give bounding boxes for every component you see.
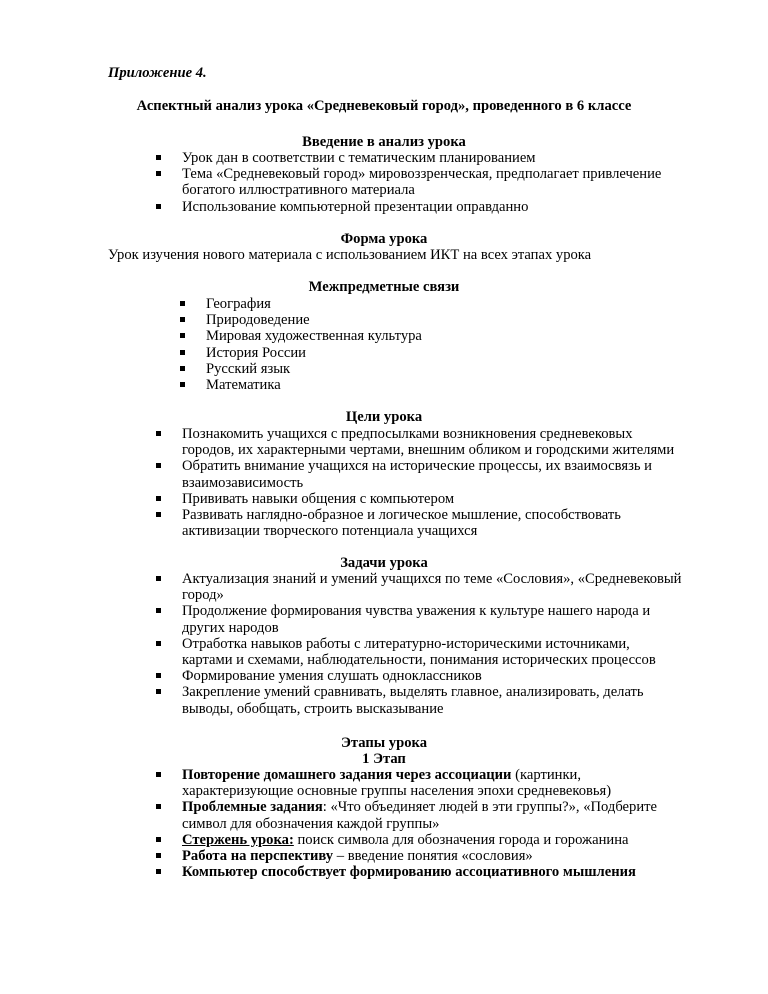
tasks-list bbox=[156, 571, 682, 717]
list-item: Тема «Средневековый город» мировоззренческая, предполагает привлечение богатого иллюстративного материала bbox=[156, 166, 661, 198]
bullet-icon bbox=[180, 366, 185, 371]
bullet-icon bbox=[180, 333, 185, 338]
bullet-icon bbox=[180, 317, 185, 322]
list-item: История России bbox=[180, 345, 422, 361]
list-item: Отработка навыков работы с литературно-историческими источниками, картами и схемами, наблюдательности, понимания исторических процессов bbox=[156, 636, 682, 668]
bullet-icon bbox=[180, 382, 185, 387]
bullet-icon bbox=[156, 869, 161, 874]
list-item: Природоведение bbox=[180, 312, 422, 328]
list-item: Проблемные задания: «Что объединяет людей в эти группы?», «Подберите символ для обозначения каждой группы» bbox=[156, 799, 657, 831]
bullet-icon bbox=[156, 641, 161, 646]
bullet-icon bbox=[156, 673, 161, 678]
list-item: Обратить внимание учащихся на исторические процессы, их взаимосвязь и взаимозависимость bbox=[156, 458, 674, 490]
bullet-icon bbox=[156, 837, 161, 842]
list-item: Познакомить учащихся с предпосылками возникновения средневековых городов, их характерными чертами, внешним обликом и городскими жителями bbox=[156, 426, 674, 458]
list-item: География bbox=[180, 296, 422, 312]
list-item: Урок дан в соответствии с тематическим планированием bbox=[156, 150, 661, 166]
list-item: Повторение домашнего задания через ассоциации (картинки, характеризующие основные группы населения эпохи средневековья) bbox=[156, 767, 657, 799]
stages-list bbox=[156, 767, 657, 880]
list-item: Использование компьютерной презентации оправданно bbox=[156, 199, 661, 215]
main-title: Аспектный анализ урока «Средневековый город», проведенного в 6 классе bbox=[136, 98, 632, 114]
list-item: Прививать навыки общения с компьютером bbox=[156, 491, 674, 507]
list-item: Актуализация знаний и умений учащихся по теме «Сословия», «Средневековый город» bbox=[156, 571, 682, 603]
list-item: Развивать наглядно-образное и логическое мышление, способствовать активизации творческого потенциала учащихся bbox=[156, 507, 674, 539]
bullet-icon bbox=[156, 772, 161, 777]
bullet-icon bbox=[156, 463, 161, 468]
bullet-icon bbox=[180, 350, 185, 355]
list-item: Математика bbox=[180, 377, 422, 393]
intro-list bbox=[156, 150, 661, 215]
bullet-icon bbox=[156, 804, 161, 809]
interdisciplinary-list bbox=[180, 296, 422, 393]
list-item: Работа на перспективу – введение понятия «сословия» bbox=[156, 848, 657, 864]
tasks-heading: Задачи урока bbox=[340, 555, 428, 571]
stages-heading: Этапы урока bbox=[341, 735, 427, 751]
list-item: Компьютер способствует формированию ассоциативного мышления bbox=[156, 864, 657, 880]
bullet-icon bbox=[156, 496, 161, 501]
bullet-icon bbox=[156, 171, 161, 176]
list-item: Стержень урока: поиск символа для обозначения города и горожанина bbox=[156, 832, 657, 848]
list-item: Формирование умения слушать одноклассников bbox=[156, 668, 682, 684]
bullet-icon bbox=[156, 689, 161, 694]
form-text: Урок изучения нового материала с использованием ИКТ на всех этапах урока bbox=[108, 247, 592, 263]
goals-heading: Цели урока bbox=[345, 409, 423, 425]
appendix-label: Приложение 4. bbox=[108, 65, 207, 81]
list-item: Мировая художественная культура bbox=[180, 328, 422, 344]
list-item: Закрепление умений сравнивать, выделять главное, анализировать, делать выводы, обобщать, строить высказывание bbox=[156, 684, 682, 716]
bullet-icon bbox=[156, 512, 161, 517]
bullet-icon bbox=[180, 301, 185, 306]
bullet-icon bbox=[156, 853, 161, 858]
goals-list bbox=[156, 426, 674, 539]
stage-1-heading: 1 Этап bbox=[362, 751, 406, 767]
bullet-icon bbox=[156, 204, 161, 209]
bullet-icon bbox=[156, 608, 161, 613]
list-item: Продолжение формирования чувства уважения к культуре нашего народа и других народов bbox=[156, 603, 682, 635]
list-item: Русский язык bbox=[180, 361, 422, 377]
bullet-icon bbox=[156, 431, 161, 436]
form-heading: Форма урока bbox=[340, 231, 428, 247]
interdisciplinary-heading: Межпредметные связи bbox=[308, 279, 460, 295]
bullet-icon bbox=[156, 576, 161, 581]
bullet-icon bbox=[156, 155, 161, 160]
intro-heading: Введение в анализ урока bbox=[302, 134, 466, 150]
